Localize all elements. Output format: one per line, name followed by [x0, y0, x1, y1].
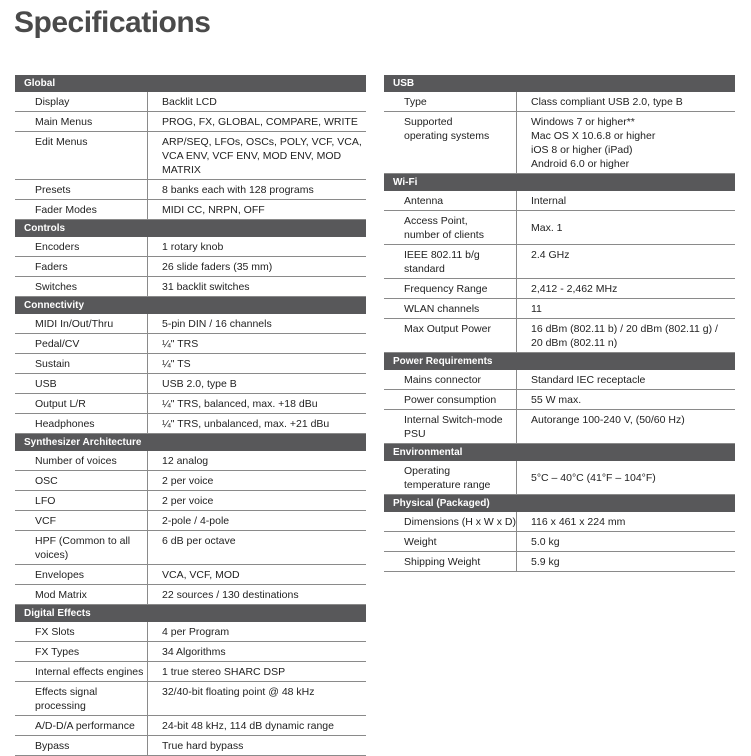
spec-label [384, 461, 517, 494]
spec-value-line: 5.0 kg [531, 536, 560, 548]
spec-label [384, 245, 517, 278]
spec-label [15, 511, 148, 530]
section-heading-usb: USB [384, 75, 735, 92]
spec-value-line: ARP/SEQ, LFOs, OSCs, POLY, VCF, VCA, [162, 136, 362, 148]
spec-row-weight [384, 532, 735, 552]
spec-value-line: 2,412 - 2,462 MHz [531, 283, 618, 295]
spec-label [15, 471, 148, 490]
spec-label [15, 374, 148, 393]
page-title: Specifications [14, 6, 211, 39]
spec-label-line: Weight [404, 536, 437, 548]
spec-label-line: Frequency Range [404, 283, 488, 295]
spec-label [384, 191, 517, 210]
spec-row-edit-menus [15, 132, 366, 180]
spec-value-line: 8 banks each with 128 programs [162, 184, 314, 196]
spec-label [384, 299, 517, 318]
spec-value [148, 92, 366, 111]
spec-label [15, 736, 148, 755]
spec-value [517, 112, 735, 173]
spec-row-shipping-weight [384, 552, 735, 572]
spec-label [384, 370, 517, 389]
spec-row-access-point-number-of-clients [384, 211, 735, 245]
spec-label-line: Bypass [35, 740, 70, 752]
spec-row-mod-matrix [15, 585, 366, 605]
spec-label [384, 552, 517, 571]
spec-label [15, 277, 148, 296]
spec-label-line: Effects signal processing [35, 686, 98, 712]
section-heading-global: Global [15, 75, 366, 92]
spec-label-line: Fader Modes [35, 204, 97, 216]
spec-value [148, 531, 366, 564]
spec-value-line: 2 per voice [162, 495, 214, 507]
spec-row-lfo [15, 491, 366, 511]
spec-value [517, 410, 735, 443]
spec-label-line: Sustain [35, 358, 71, 370]
spec-label-line: USB [35, 378, 57, 390]
spec-value-line: 12 analog [162, 455, 209, 467]
spec-value-line: 31 backlit switches [162, 281, 250, 293]
spec-value-line: iOS 8 or higher (iPad) [531, 144, 633, 156]
spec-value-line: Class compliant USB 2.0, type B [531, 96, 683, 108]
spec-label [15, 414, 148, 433]
spec-value [517, 191, 735, 210]
spec-value [148, 682, 366, 715]
specs-right-column [384, 75, 735, 572]
spec-value [148, 736, 366, 755]
spec-row-internal-switch-mode-psu [384, 410, 735, 444]
spec-row-output-l-r [15, 394, 366, 414]
section-heading-synthesizer-architecture: Synthesizer Architecture [15, 434, 366, 451]
section-heading-wi-fi: Wi-Fi [384, 174, 735, 191]
spec-row-pedal-cv [15, 334, 366, 354]
spec-value [148, 277, 366, 296]
spec-value [148, 374, 366, 393]
spec-row-wlan-channels [384, 299, 735, 319]
spec-value [517, 532, 735, 551]
spec-row-mains-connector [384, 370, 735, 390]
spec-label [384, 410, 517, 443]
spec-value-line: 24-bit 48 kHz, 114 dB dynamic range [162, 720, 334, 732]
spec-label-line: Faders [35, 261, 68, 273]
spec-row-ieee-802-11-b-g-standard [384, 245, 735, 279]
spec-label-line: Internal Switch-mode PSU [404, 414, 503, 440]
spec-label-line: Internal effects engines [35, 666, 144, 678]
spec-value-line: ¼" TRS, balanced, max. +18 dBu [162, 398, 318, 410]
spec-row-display [15, 92, 366, 112]
spec-label-line: IEEE 802.11 b/g standard [404, 249, 480, 275]
spec-label-line: Type [404, 96, 427, 108]
spec-label [15, 451, 148, 470]
spec-label-line: HPF (Common to all voices) [35, 535, 131, 561]
spec-value-line: 4 per Program [162, 626, 230, 638]
spec-value-line: 5.9 kg [531, 556, 560, 568]
spec-value-line: True hard bypass [162, 740, 244, 752]
spec-label-line: Access Point, [404, 215, 468, 227]
spec-label-line: temperature range [404, 479, 491, 491]
spec-label [15, 200, 148, 219]
spec-value [148, 622, 366, 641]
section-heading-power-requirements: Power Requirements [384, 353, 735, 370]
spec-value-line: 32/40-bit floating point @ 48 kHz [162, 686, 315, 698]
spec-value [148, 716, 366, 735]
spec-value [517, 319, 735, 352]
spec-value-line: Standard IEC receptacle [531, 374, 646, 386]
section-heading-controls: Controls [15, 220, 366, 237]
spec-row-power-consumption [384, 390, 735, 410]
spec-label-line: VCF [35, 515, 56, 527]
spec-row-hpf-common-to-all-voices [15, 531, 366, 565]
spec-label [384, 512, 517, 531]
spec-label [384, 112, 517, 173]
spec-value [517, 390, 735, 409]
spec-value-line: PROG, FX, GLOBAL, COMPARE, WRITE [162, 116, 358, 128]
spec-value-line: 20 dBm (802.11 n) [531, 337, 618, 349]
spec-value-line: Internal [531, 195, 567, 207]
spec-value [148, 200, 366, 219]
spec-row-usb [15, 374, 366, 394]
spec-value-line: 116 x 461 x 224 mm [531, 516, 626, 528]
spec-value-line: 22 sources / 130 destinations [162, 589, 299, 601]
spec-row-sustain [15, 354, 366, 374]
spec-label [15, 682, 148, 715]
spec-row-switches [15, 277, 366, 297]
spec-value [148, 314, 366, 333]
spec-value [148, 112, 366, 131]
spec-value [148, 642, 366, 661]
section-heading-connectivity: Connectivity [15, 297, 366, 314]
spec-label-line: A/D-D/A performance [35, 720, 135, 732]
spec-value [517, 461, 735, 494]
spec-value [517, 245, 735, 278]
spec-label [15, 334, 148, 353]
spec-label [384, 279, 517, 298]
spec-row-type [384, 92, 735, 112]
spec-label-line: Switches [35, 281, 78, 293]
spec-value [148, 180, 366, 199]
spec-value-line: ¼" TS [162, 358, 191, 370]
section-heading-digital-effects: Digital Effects [15, 605, 366, 622]
spec-value-line: 16 dBm (802.11 b) / 20 dBm (802.11 g) / [531, 323, 718, 335]
spec-row-faders [15, 257, 366, 277]
spec-value-line: 34 Algorithms [162, 646, 226, 658]
spec-label-line: Max Output Power [404, 323, 491, 335]
spec-row-presets [15, 180, 366, 200]
spec-row-vcf [15, 511, 366, 531]
spec-label [15, 237, 148, 256]
spec-label-line: Main Menus [35, 116, 93, 128]
spec-label-line: Power consumption [404, 394, 497, 406]
spec-label [384, 92, 517, 111]
spec-value-line: 55 W max. [531, 394, 582, 406]
spec-value [517, 552, 735, 571]
spec-label-line: OSC [35, 475, 58, 487]
spec-label-line: Operating [404, 465, 451, 477]
spec-value-line: 2 per voice [162, 475, 214, 487]
spec-label [384, 532, 517, 551]
spec-row-main-menus [15, 112, 366, 132]
spec-value-line: ¼" TRS [162, 338, 199, 350]
spec-row-fx-slots [15, 622, 366, 642]
spec-row-envelopes [15, 565, 366, 585]
spec-value-line: Windows 7 or higher** [531, 116, 635, 128]
spec-value-line: 11 [531, 303, 542, 315]
spec-label [384, 390, 517, 409]
spec-label-line: FX Types [35, 646, 80, 658]
spec-value-line: 5-pin DIN / 16 channels [162, 318, 272, 330]
spec-value [517, 370, 735, 389]
spec-label [15, 112, 148, 131]
spec-label-line: Display [35, 96, 70, 108]
spec-value-line: 1 rotary knob [162, 241, 224, 253]
spec-label [384, 319, 517, 352]
spec-row-midi-in-out-thru [15, 314, 366, 334]
spec-value [148, 394, 366, 413]
spec-label [15, 180, 148, 199]
spec-label-line: Mod Matrix [35, 589, 87, 601]
spec-label-line: Antenna [404, 195, 444, 207]
spec-value [517, 92, 735, 111]
spec-value [148, 237, 366, 256]
section-heading-environmental: Environmental [384, 444, 735, 461]
spec-value [148, 451, 366, 470]
spec-label [15, 354, 148, 373]
spec-value [148, 334, 366, 353]
spec-value-line: Android 6.0 or higher [531, 158, 630, 170]
spec-value [517, 299, 735, 318]
spec-value-line: USB 2.0, type B [162, 378, 237, 390]
spec-label [15, 92, 148, 111]
spec-value [517, 279, 735, 298]
spec-value-line: 1 true stereo SHARC DSP [162, 666, 286, 678]
spec-value [148, 471, 366, 490]
spec-label-line: FX Slots [35, 626, 75, 638]
spec-value-line: 26 slide faders (35 mm) [162, 261, 273, 273]
spec-row-a-d-d-a-performance [15, 716, 366, 736]
spec-value [148, 565, 366, 584]
spec-value-line: 5°C – 40°C (41°F – 104°F) [531, 472, 656, 484]
spec-value-line: 2.4 GHz [531, 249, 570, 261]
spec-value [148, 585, 366, 604]
spec-label-line: Pedal/CV [35, 338, 80, 350]
spec-value-line: Mac OS X 10.6.8 or higher [531, 130, 656, 142]
spec-label [15, 622, 148, 641]
spec-label-line: Headphones [35, 418, 95, 430]
spec-value [148, 491, 366, 510]
spec-value-line: Backlit LCD [162, 96, 217, 108]
spec-label [15, 132, 148, 179]
spec-row-encoders [15, 237, 366, 257]
spec-label [15, 314, 148, 333]
spec-label-line: Output L/R [35, 398, 86, 410]
spec-value [148, 354, 366, 373]
spec-value [148, 257, 366, 276]
spec-value-line: VCA, VCF, MOD [162, 569, 240, 581]
spec-label-line: Supported [404, 116, 453, 128]
spec-label [15, 585, 148, 604]
spec-label-line: Mains connector [404, 374, 482, 386]
spec-label-line: WLAN channels [404, 303, 480, 315]
spec-label-line: Shipping Weight [404, 556, 481, 568]
spec-label-line: Presets [35, 184, 71, 196]
spec-label-line: Edit Menus [35, 136, 88, 148]
spec-label [15, 662, 148, 681]
spec-value [517, 211, 735, 244]
spec-label-line: LFO [35, 495, 56, 507]
spec-row-supported-operating-systems [384, 112, 735, 174]
spec-label-line: Number of voices [35, 455, 117, 467]
spec-value [148, 132, 366, 179]
spec-label-line: Envelopes [35, 569, 85, 581]
spec-label-line: Dimensions (H x W x D) [404, 516, 517, 528]
spec-label [15, 491, 148, 510]
spec-row-antenna [384, 191, 735, 211]
spec-value [517, 512, 735, 531]
spec-value-line: Autorange 100-240 V, (50/60 Hz) [531, 414, 685, 426]
spec-value-line: ¼" TRS, unbalanced, max. +21 dBu [162, 418, 330, 430]
spec-value [148, 414, 366, 433]
spec-row-dimensions-h-x-w-x-d [384, 512, 735, 532]
spec-value-line: Max. 1 [531, 222, 563, 234]
spec-label-line: number of clients [404, 229, 484, 241]
spec-row-frequency-range [384, 279, 735, 299]
section-heading-physical-packaged: Physical (Packaged) [384, 495, 735, 512]
spec-row-max-output-power [384, 319, 735, 353]
spec-row-bypass [15, 736, 366, 756]
spec-row-fx-types [15, 642, 366, 662]
spec-label [15, 531, 148, 564]
spec-row-osc [15, 471, 366, 491]
spec-label-line: MIDI In/Out/Thru [35, 318, 114, 330]
spec-value-line: 6 dB per octave [162, 535, 236, 547]
spec-label [384, 211, 517, 244]
spec-row-fader-modes [15, 200, 366, 220]
spec-label [15, 257, 148, 276]
spec-value-line: 2-pole / 4-pole [162, 515, 230, 527]
spec-value [148, 662, 366, 681]
spec-value-line: VCA ENV, VCF ENV, MOD ENV, MOD MATRIX [162, 150, 342, 176]
spec-value [148, 511, 366, 530]
spec-label [15, 394, 148, 413]
spec-label-line: operating systems [404, 130, 490, 142]
spec-value-line: MIDI CC, NRPN, OFF [162, 204, 265, 216]
spec-row-headphones [15, 414, 366, 434]
spec-label-line: Encoders [35, 241, 80, 253]
spec-row-internal-effects-engines [15, 662, 366, 682]
spec-label [15, 642, 148, 661]
spec-row-number-of-voices [15, 451, 366, 471]
specs-left-column [15, 75, 366, 756]
spec-row-operating-temperature-range [384, 461, 735, 495]
spec-label [15, 565, 148, 584]
spec-label [15, 716, 148, 735]
spec-row-effects-signal-processing [15, 682, 366, 716]
